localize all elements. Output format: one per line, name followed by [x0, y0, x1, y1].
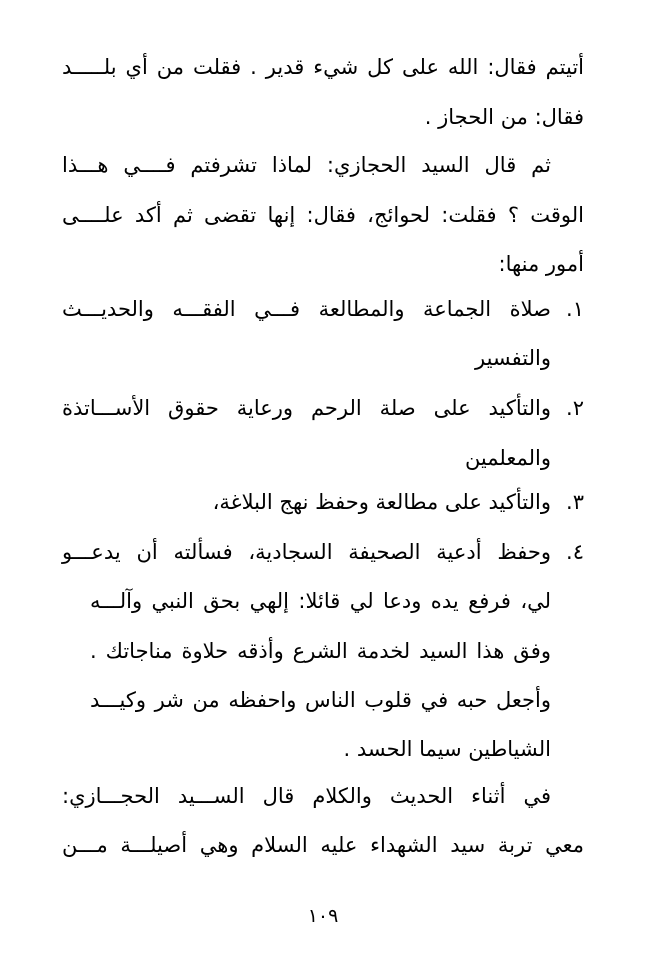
list-item-4-cont-4: الشياطين سيما الحسد .: [343, 737, 551, 761]
list-item-4-text: وحفظ أدعية الصحيفة السجادية، فسألته أن يدعـــو: [62, 540, 551, 564]
text-line-3: ثم قال السيد الحجازي: لماذا تشرفتم فــــي هـــذا: [62, 153, 551, 177]
list-number-1: ١.: [566, 297, 584, 321]
list-item-1-text: صلاة الجماعة والمطالعة فـــي الفقـــه والحديـــث: [62, 297, 551, 321]
list-item-1: [62, 294, 584, 324]
text-line-4: الوقت ؟ فقلت: لحوائج، فقال: إنها تقضى ثم أكد علــــى: [62, 203, 584, 227]
list-item-4-cont-1: لي، فرفع يده ودعا لي قائلا: إلهي بحق النبي وآلـــه: [90, 589, 551, 613]
list-item-1-cont: والتفسير: [475, 346, 551, 370]
list-number-2: ٢.: [566, 396, 584, 420]
list-number-4: ٤.: [566, 540, 584, 564]
list-item-2-text: والتأكيد على صلة الرحم ورعاية حقوق الأســـاتذة: [62, 396, 551, 420]
list-number-3: ٣.: [566, 490, 584, 514]
text-line-2: فقال: من الحجاز .: [424, 105, 584, 129]
list-item-4: [62, 537, 584, 567]
list-item-2-cont: والمعلمين: [464, 446, 551, 470]
text-line-17: معي تربة سيد الشهداء عليه السلام وهي أصيلـــة مـــن: [62, 833, 584, 857]
list-item-3: [62, 487, 584, 517]
list-item-2: [62, 393, 584, 423]
list-item-4-cont-3: وأجعل حبه في قلوب الناس واحفظه من شر وكيـــد: [90, 688, 551, 712]
text-line-16: في أثناء الحديث والكلام قال الســـيد الحجـــازي:: [62, 784, 551, 808]
text-line-1: أتيتم فقال: الله على كل شيء قدير . فقلت من أي بلـــــد: [62, 55, 584, 79]
page-number: ١٠٩: [307, 905, 339, 927]
text-line-5: أمور منها:: [498, 252, 584, 276]
list-item-4-cont-2: وفق هذا السيد لخدمة الشرع وأذقه حلاوة مناجاتك .: [90, 639, 551, 663]
list-item-3-text: والتأكيد على مطالعة وحفظ نهج البلاغة،: [212, 490, 551, 514]
